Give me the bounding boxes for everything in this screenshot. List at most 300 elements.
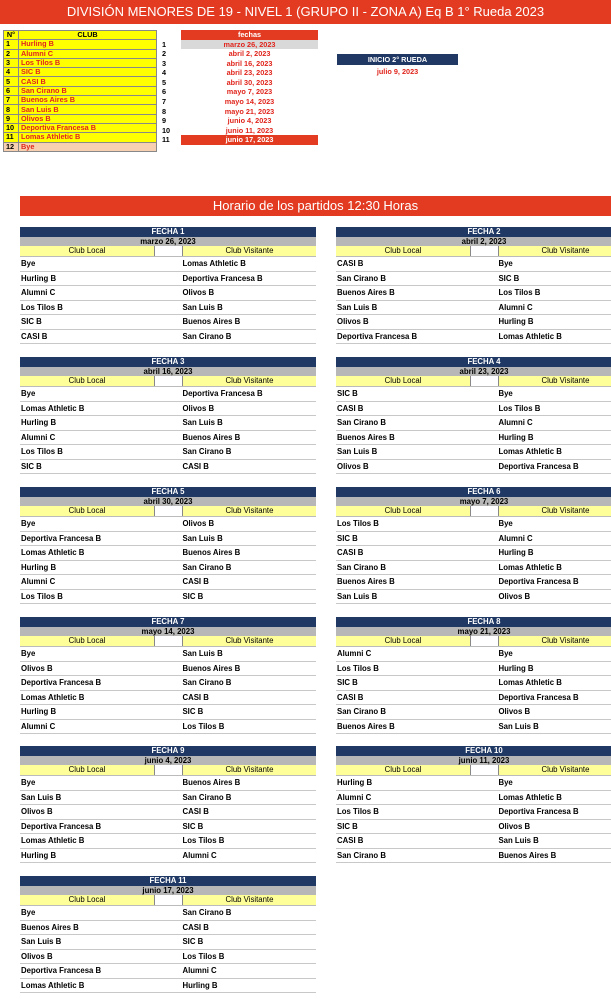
club-visitante: Bye [498,389,513,398]
club-local: Bye [21,649,36,658]
match-row [336,849,611,864]
match-row [336,387,611,402]
club-local: Bye [21,908,36,917]
club-number: 7 [4,96,19,105]
club-local: Hurling B [337,778,373,787]
club-visitante: Bye [498,519,513,528]
fixture-date: mayo 21, 2023 [336,627,611,637]
club-visitante: Buenos Aires B [182,432,241,442]
club-local: Deportiva Francesa B [21,678,102,687]
fixture-block [20,357,316,474]
club-name: CASI B [19,77,157,86]
match-row [336,315,611,330]
match-row [336,286,611,301]
club-visitante: Buenos Aires B [182,548,241,557]
club-visitante: Los Tilos B [182,721,225,731]
club-local: SIC B [337,389,358,398]
club-visitante: Alumni C [182,850,217,860]
match-row [336,561,611,576]
page-title: DIVISIÓN MENORES DE 19 - NIVEL 1 (GRUPO II - ZONA A) Eq B 1° Rueda 2023 [0,0,611,24]
col-visitante-header: Club Visitante [499,636,611,646]
fechas-header: fechas [181,30,318,40]
match-row [20,561,316,576]
club-local: SIC B [337,821,358,831]
col-local-header: Club Local [336,376,470,386]
round-number: 6 [162,87,167,97]
club-visitante: Olivos B [182,288,215,297]
club-number: 6 [4,86,19,95]
fixture-column-headers [20,506,316,517]
fixture-date: abril 30, 2023 [20,497,316,507]
fixture-column-headers [336,765,611,776]
club-visitante: Lomas Athletic B [498,562,562,572]
fecha-date: abril 16, 2023 [226,58,273,68]
club-name: Alumni C [19,49,157,58]
fixture-date: mayo 14, 2023 [20,627,316,637]
club-local: Buenos Aires B [337,432,395,442]
col-gap [154,376,183,386]
match-row [20,805,316,820]
club-local: Los Tilos B [21,447,63,456]
club-visitante: Buenos Aires B [182,317,241,326]
round-number: 4 [162,68,167,78]
match-row [20,849,316,864]
club-visitante: Los Tilos B [498,403,541,413]
col-local-header: Club Local [336,246,470,256]
club-local: CASI B [337,403,364,413]
match-row [20,402,316,417]
club-number: 10 [4,123,19,132]
club-local: San Cirano B [337,562,386,572]
club-local: Hurling B [21,707,57,716]
match-row [20,676,316,691]
club-visitante: Olivos B [182,403,215,413]
col-visitante-header: Club Visitante [499,376,611,386]
fixture-date: junio 4, 2023 [20,756,316,766]
round-number: 7 [162,97,167,107]
club-row [4,77,157,86]
col-local-header: Club Local [20,376,154,386]
club-number: 3 [4,58,19,67]
club-row [4,49,157,58]
col-local-header: Club Local [336,506,470,516]
club-local: Alumni C [21,432,56,442]
fecha-date: mayo 7, 2023 [226,87,273,97]
match-row [336,301,611,316]
club-visitante: San Cirano B [182,908,232,917]
club-visitante: Alumni C [498,533,533,543]
fecha-date: junio 4, 2023 [227,116,272,126]
club-number: 1 [4,40,19,49]
club-local: CASI B [21,331,48,341]
match-row [20,834,316,849]
fecha-date: mayo 21, 2023 [224,106,275,116]
club-local: Olivos B [337,461,369,471]
match-row [20,445,316,460]
match-row [20,979,316,994]
club-local: Los Tilos B [337,807,379,816]
col-gap [470,636,499,646]
club-name: Lomas Athletic B [19,133,157,142]
fecha-date: marzo 26, 2023 [181,40,318,50]
club-visitante: Deportiva Francesa B [498,577,579,586]
fixture-block [336,617,611,734]
club-local: Lomas Athletic B [21,980,85,990]
club-name: San Luis B [19,105,157,114]
fixture-name: FECHA 6 [336,487,611,497]
club-name: Buenos Aires B [19,96,157,105]
fixture-column-headers [336,376,611,387]
match-row [336,691,611,706]
club-local: Deportiva Francesa B [21,966,102,975]
col-local-header: Club Local [20,246,154,256]
match-row [336,431,611,446]
round-number: 1 [162,39,167,49]
club-row [4,142,157,151]
club-visitante: Bye [498,778,513,787]
fixture-name: FECHA 7 [20,617,316,627]
col-visitante-header: Club Visitante [499,506,611,516]
fixture-column-headers [20,246,316,257]
fecha-date: abril 23, 2023 [226,68,273,78]
fixture-name: FECHA 1 [20,227,316,237]
col-gap [154,765,183,775]
club-visitante: Lomas Athletic B [498,792,562,802]
match-row [336,330,611,345]
match-row [336,662,611,677]
match-row [20,416,316,431]
fixture-date: mayo 7, 2023 [336,497,611,507]
club-visitante: SIC B [182,707,204,716]
round-number: 3 [162,58,167,68]
club-visitante: Deportiva Francesa B [498,692,579,702]
club-visitante: San Cirano B [182,678,232,687]
match-row [20,691,316,706]
club-local: Olivos B [21,951,53,961]
club-visitante: Alumni C [498,418,533,427]
match-row [336,517,611,532]
club-number: 5 [4,77,19,86]
fixture-name: FECHA 4 [336,357,611,367]
fecha-date: abril 2, 2023 [228,49,271,59]
fixture-date: abril 23, 2023 [336,367,611,377]
club-name: SIC B [19,68,157,77]
match-row [20,431,316,446]
club-number: 2 [4,49,19,58]
club-number: 11 [4,133,19,142]
inicio-segunda-rueda-date: julio 9, 2023 [376,67,419,76]
club-local: CASI B [337,692,364,702]
club-visitante: SIC B [182,591,204,601]
match-row [20,647,316,662]
match-row [336,272,611,287]
fixture-date: abril 16, 2023 [20,367,316,377]
club-table [3,30,157,152]
club-visitante: San Cirano B [182,447,232,456]
round-number: 8 [162,106,167,116]
club-visitante: Lomas Athletic B [498,678,562,687]
match-row [336,445,611,460]
club-local: Hurling B [21,562,57,572]
club-local: SIC B [337,678,358,687]
col-visitante-header: Club Visitante [499,765,611,775]
match-row [336,402,611,417]
fixture-column-headers [20,376,316,387]
fixture-date: junio 17, 2023 [20,886,316,896]
match-row [336,720,611,735]
fixture-date: abril 2, 2023 [336,237,611,247]
club-local: San Luis B [337,302,378,312]
club-visitante: Olivos B [498,821,531,831]
club-local: San Cirano B [337,418,386,427]
col-local-header: Club Local [20,636,154,646]
club-number: 8 [4,105,19,114]
club-name: Los Tilos B [19,58,157,67]
club-local: Alumni C [337,649,372,658]
col-gap [470,246,499,256]
round-number: 10 [162,125,171,135]
match-row [20,776,316,791]
club-local: Hurling B [21,418,57,427]
horario-banner: Horario de los partidos 12:30 Horas [20,196,611,216]
club-visitante: Buenos Aires B [182,663,241,673]
club-local: Olivos B [21,807,53,816]
club-visitante: San Luis B [182,418,223,427]
fixture-name: FECHA 10 [336,746,611,756]
club-local: CASI B [337,548,364,557]
fixture-column-headers [336,246,611,257]
round-number: 11 [162,135,170,145]
club-visitante: Olivos B [498,591,531,601]
club-row [4,58,157,67]
match-row [20,935,316,950]
match-row [20,330,316,345]
match-row [20,720,316,735]
club-visitante: Bye [498,259,513,268]
club-visitante: Olivos B [498,707,531,716]
club-local: Bye [21,778,36,787]
club-local: Hurling B [21,850,57,860]
col-gap [154,895,183,905]
club-local: San Luis B [21,792,62,802]
club-local: SIC B [21,461,42,471]
club-local: San Luis B [337,591,378,601]
match-row [336,460,611,475]
club-visitante: San Luis B [498,721,539,731]
club-visitante: San Cirano B [182,562,232,572]
club-local: Alumni C [337,792,372,802]
club-local: Bye [21,259,36,268]
club-visitante: SIC B [182,937,204,946]
club-header: CLUB [19,31,157,40]
col-gap [154,636,183,646]
club-visitante: San Cirano B [182,331,232,341]
fechas-list [181,30,318,145]
club-visitante: Hurling B [498,548,534,557]
match-row [336,805,611,820]
col-visitante-header: Club Visitante [183,765,316,775]
club-row [4,68,157,77]
club-visitante: Los Tilos B [498,288,541,297]
club-local: San Luis B [21,937,62,946]
match-row [336,647,611,662]
fixture-name: FECHA 3 [20,357,316,367]
match-row [336,416,611,431]
match-row [20,286,316,301]
club-local: Deportiva Francesa B [337,331,418,341]
col-visitante-header: Club Visitante [183,246,316,256]
fixture-block [336,746,611,863]
fixture-name: FECHA 9 [20,746,316,756]
club-visitante: Deportiva Francesa B [182,273,263,283]
club-name: San Cirano B [19,86,157,95]
club-visitante: San Luis B [498,836,539,845]
club-local: Alumni C [21,288,56,297]
club-visitante: San Luis B [182,302,223,312]
club-name: Bye [19,142,157,151]
club-name: Deportiva Francesa B [19,123,157,132]
club-local: Los Tilos B [21,591,63,601]
club-local: CASI B [337,836,364,845]
club-visitante: CASI B [182,807,209,816]
fixture-block [20,876,316,993]
col-visitante-header: Club Visitante [183,895,316,905]
fixture-date: junio 11, 2023 [336,756,611,766]
match-row [20,820,316,835]
match-row [336,676,611,691]
club-visitante: Hurling B [498,317,534,326]
club-visitante: Alumni C [498,302,533,312]
match-row [20,662,316,677]
match-row [20,532,316,547]
club-visitante: Lomas Athletic B [498,447,562,456]
club-visitante: Los Tilos B [182,836,225,845]
club-visitante: CASI B [182,577,209,586]
match-row [20,705,316,720]
match-row [336,590,611,605]
club-visitante: Deportiva Francesa B [498,807,579,816]
fixture-name: FECHA 11 [20,876,316,886]
club-local: SIC B [21,317,42,326]
match-row [20,387,316,402]
club-visitante: Hurling B [498,432,534,442]
fixture-block [20,617,316,734]
fixture-column-headers [20,636,316,647]
match-row [20,791,316,806]
club-visitante: San Luis B [182,533,223,543]
match-row [20,301,316,316]
col-visitante-header: Club Visitante [183,636,316,646]
club-row [4,114,157,123]
match-row [20,575,316,590]
club-local: Buenos Aires B [337,577,395,586]
match-row [20,517,316,532]
club-local: Alumni C [21,577,56,586]
round-number: 2 [162,49,167,59]
match-row [336,532,611,547]
round-number: 9 [162,116,167,126]
match-row [336,791,611,806]
club-local: Bye [21,519,36,528]
club-row [4,123,157,132]
col-local-header: Club Local [20,506,154,516]
fixture-block [336,227,611,344]
club-visitante: Alumni C [182,966,217,975]
club-local: Olivos B [21,663,53,673]
club-local: Buenos Aires B [337,288,395,297]
club-row [4,40,157,49]
club-visitante: Lomas Athletic B [182,259,246,268]
club-local: Olivos B [337,317,369,326]
col-gap [470,506,499,516]
fixture-block [20,487,316,604]
fixture-name: FECHA 2 [336,227,611,237]
fecha-date: junio 17, 2023 [181,135,318,145]
club-local: SIC B [337,533,358,543]
club-visitante: CASI B [182,461,209,471]
club-visitante: Bye [498,649,513,658]
club-local: San Cirano B [337,707,386,716]
fixture-column-headers [336,636,611,647]
match-row [20,590,316,605]
match-row [336,820,611,835]
match-row [20,906,316,921]
fecha-date: mayo 14, 2023 [224,97,275,107]
club-local: Lomas Athletic B [21,836,85,845]
fixture-column-headers [20,765,316,776]
club-local: Lomas Athletic B [21,692,85,702]
fixture-block [336,357,611,474]
club-visitante: Los Tilos B [182,951,225,961]
club-local: Lomas Athletic B [21,403,85,413]
club-visitante: Olivos B [182,519,215,528]
club-visitante: Deportiva Francesa B [182,389,263,398]
col-visitante-header: Club Visitante [183,376,316,386]
match-row [20,272,316,287]
match-row [20,315,316,330]
fixture-block [20,746,316,863]
fixture-block [20,227,316,344]
club-local: San Luis B [337,447,378,456]
club-visitante: Buenos Aires B [182,778,241,787]
club-visitante: CASI B [182,692,209,702]
col-gap [470,765,499,775]
club-visitante: Deportiva Francesa B [498,461,579,471]
col-gap [470,376,499,386]
club-local: CASI B [337,259,364,268]
club-name: Hurling B [19,40,157,49]
club-local: Bye [21,389,36,398]
fixture-date: marzo 26, 2023 [20,237,316,247]
club-visitante: Lomas Athletic B [498,331,562,341]
inicio-segunda-rueda-label: INICIO 2° RUEDA [337,54,458,65]
match-row [20,964,316,979]
club-visitante: Buenos Aires B [498,850,557,860]
col-visitante-header: Club Visitante [183,506,316,516]
club-visitante: SIC B [182,821,204,831]
club-local: Deportiva Francesa B [21,533,102,543]
round-numbers [162,40,182,146]
club-local: Deportiva Francesa B [21,821,102,831]
club-visitante: SIC B [498,273,520,283]
club-name: Olivos B [19,114,157,123]
round-number: 5 [162,77,167,87]
fixture-name: FECHA 5 [20,487,316,497]
club-number: 4 [4,68,19,77]
col-local-header: Club Local [20,765,154,775]
match-row [336,257,611,272]
club-local: Los Tilos B [21,302,63,312]
